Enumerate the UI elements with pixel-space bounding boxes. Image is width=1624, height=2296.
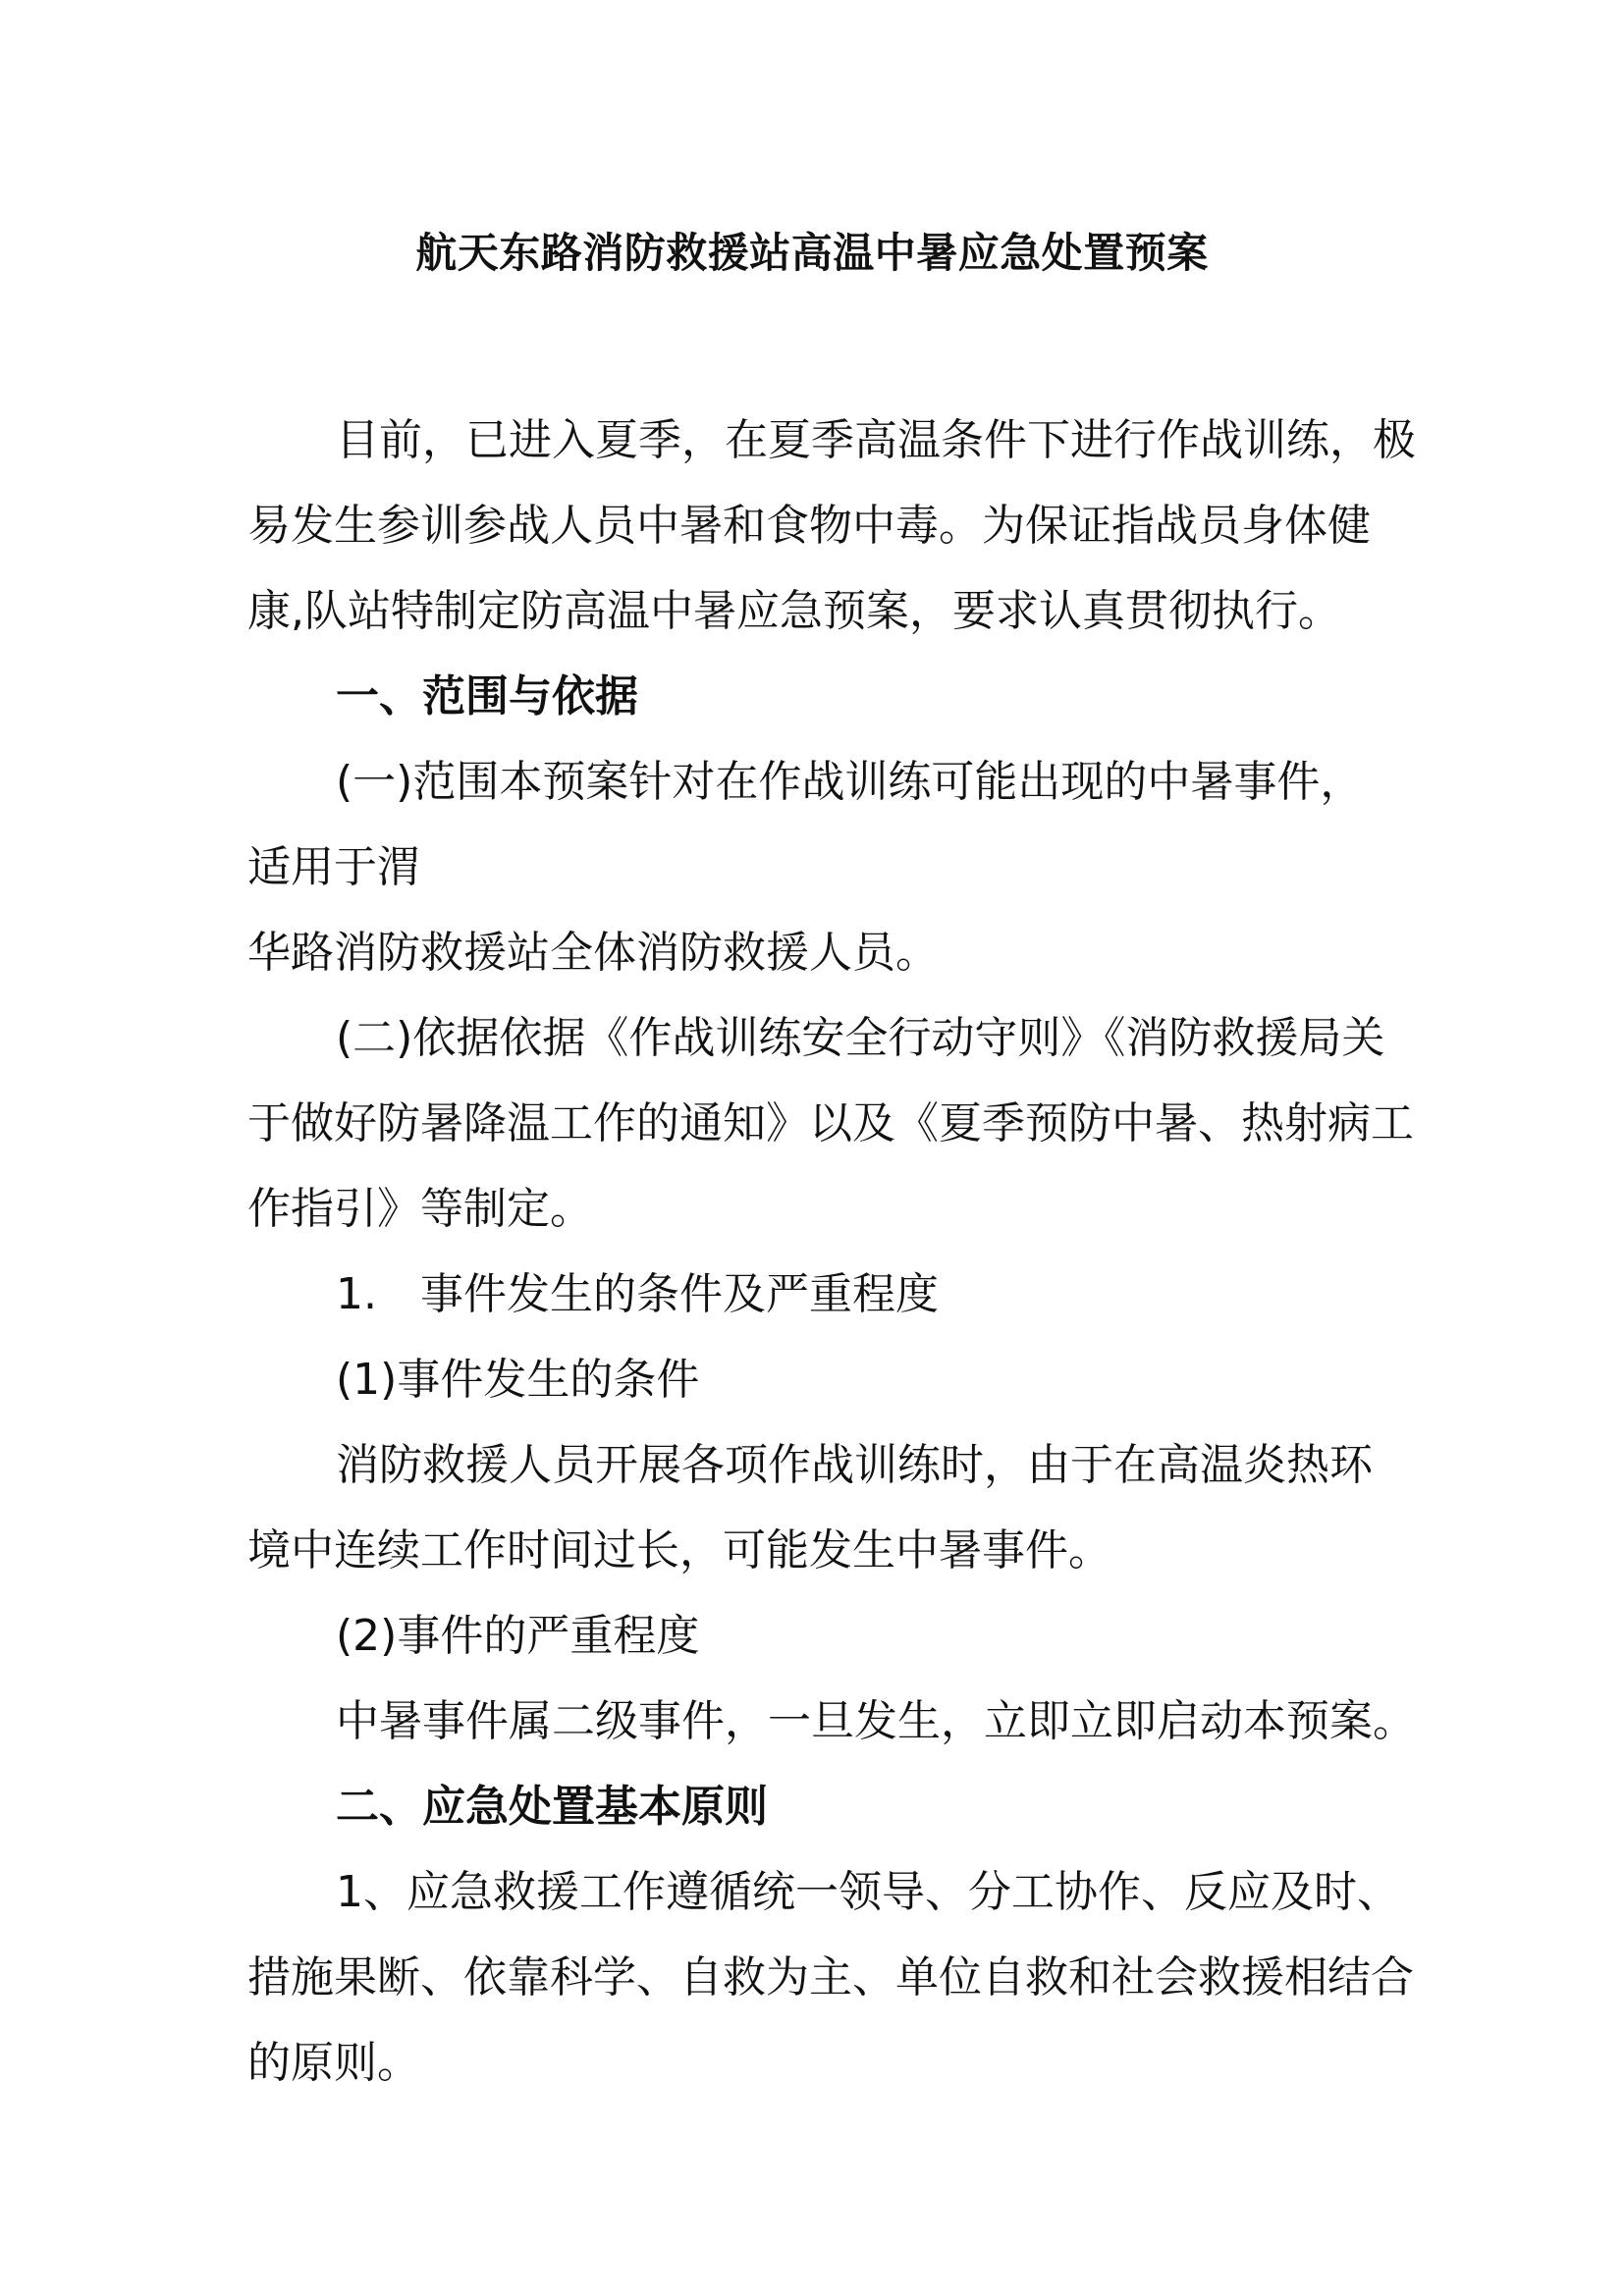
document-body (247, 398, 1416, 2106)
paragraph-line: 华路消防救援站全体消防救援人员。 (247, 928, 939, 978)
paragraph-line: 的原则。 (247, 2038, 420, 2088)
section-heading: 二、应急处置基本原则 (336, 1782, 768, 1832)
paragraph-line: 境中连续工作时间过长，可能发生中暑事件。 (247, 1525, 1111, 1575)
paragraph-line: (一)范围本预案针对在作战训练可能出现的中暑事件， (336, 757, 1364, 807)
paragraph-line: 中暑事件属二级事件，一旦发生，立即立即启动本预案。 (336, 1696, 1416, 1746)
paragraph-line: 康,队站特制定防高温中暑应急预案，要求认真贯彻执行。 (247, 586, 1341, 636)
paragraph-line: (二)依据依据《作战训练安全行动守则》《消防救援局关 (336, 1013, 1385, 1063)
subheading-line: (1)事件发生的条件 (336, 1355, 700, 1405)
section-heading: 一、范围与依据 (336, 671, 638, 721)
paragraph-line: 消防救援人员开展各项作战训练时，由于在高温炎热环 (336, 1440, 1373, 1490)
paragraph-line: 作指引》等制定。 (247, 1184, 593, 1234)
paragraph-line: 于做好防暑降温工作的通知》以及《夏季预防中暑、热射病工 (247, 1098, 1414, 1148)
item-number: 1. (336, 1269, 377, 1319)
paragraph-line: 目前，已进入夏季，在夏季高温条件下进行作战训练，极 (336, 415, 1416, 465)
paragraph-line: 措施果断、依靠科学、自救为主、单位自救和社会救援相结合 (247, 1952, 1414, 2002)
subheading-line: (2)事件的严重程度 (336, 1611, 700, 1661)
item-text: 事件发生的条件及严重程度 (420, 1269, 939, 1319)
paragraph-line: 适用于渭 (247, 842, 420, 892)
numbered-item (247, 1252, 1406, 1337)
paragraph-line: 1、应急救援工作遵循统一领导、分工协作、反应及时、 (336, 1867, 1400, 1917)
document-title: 航天东路消防救援站高温中暑应急处置预案 (415, 229, 1209, 277)
paragraph-line: 易发生参训参战人员中暑和食物中毒。为保证指战员身体健 (247, 501, 1371, 551)
